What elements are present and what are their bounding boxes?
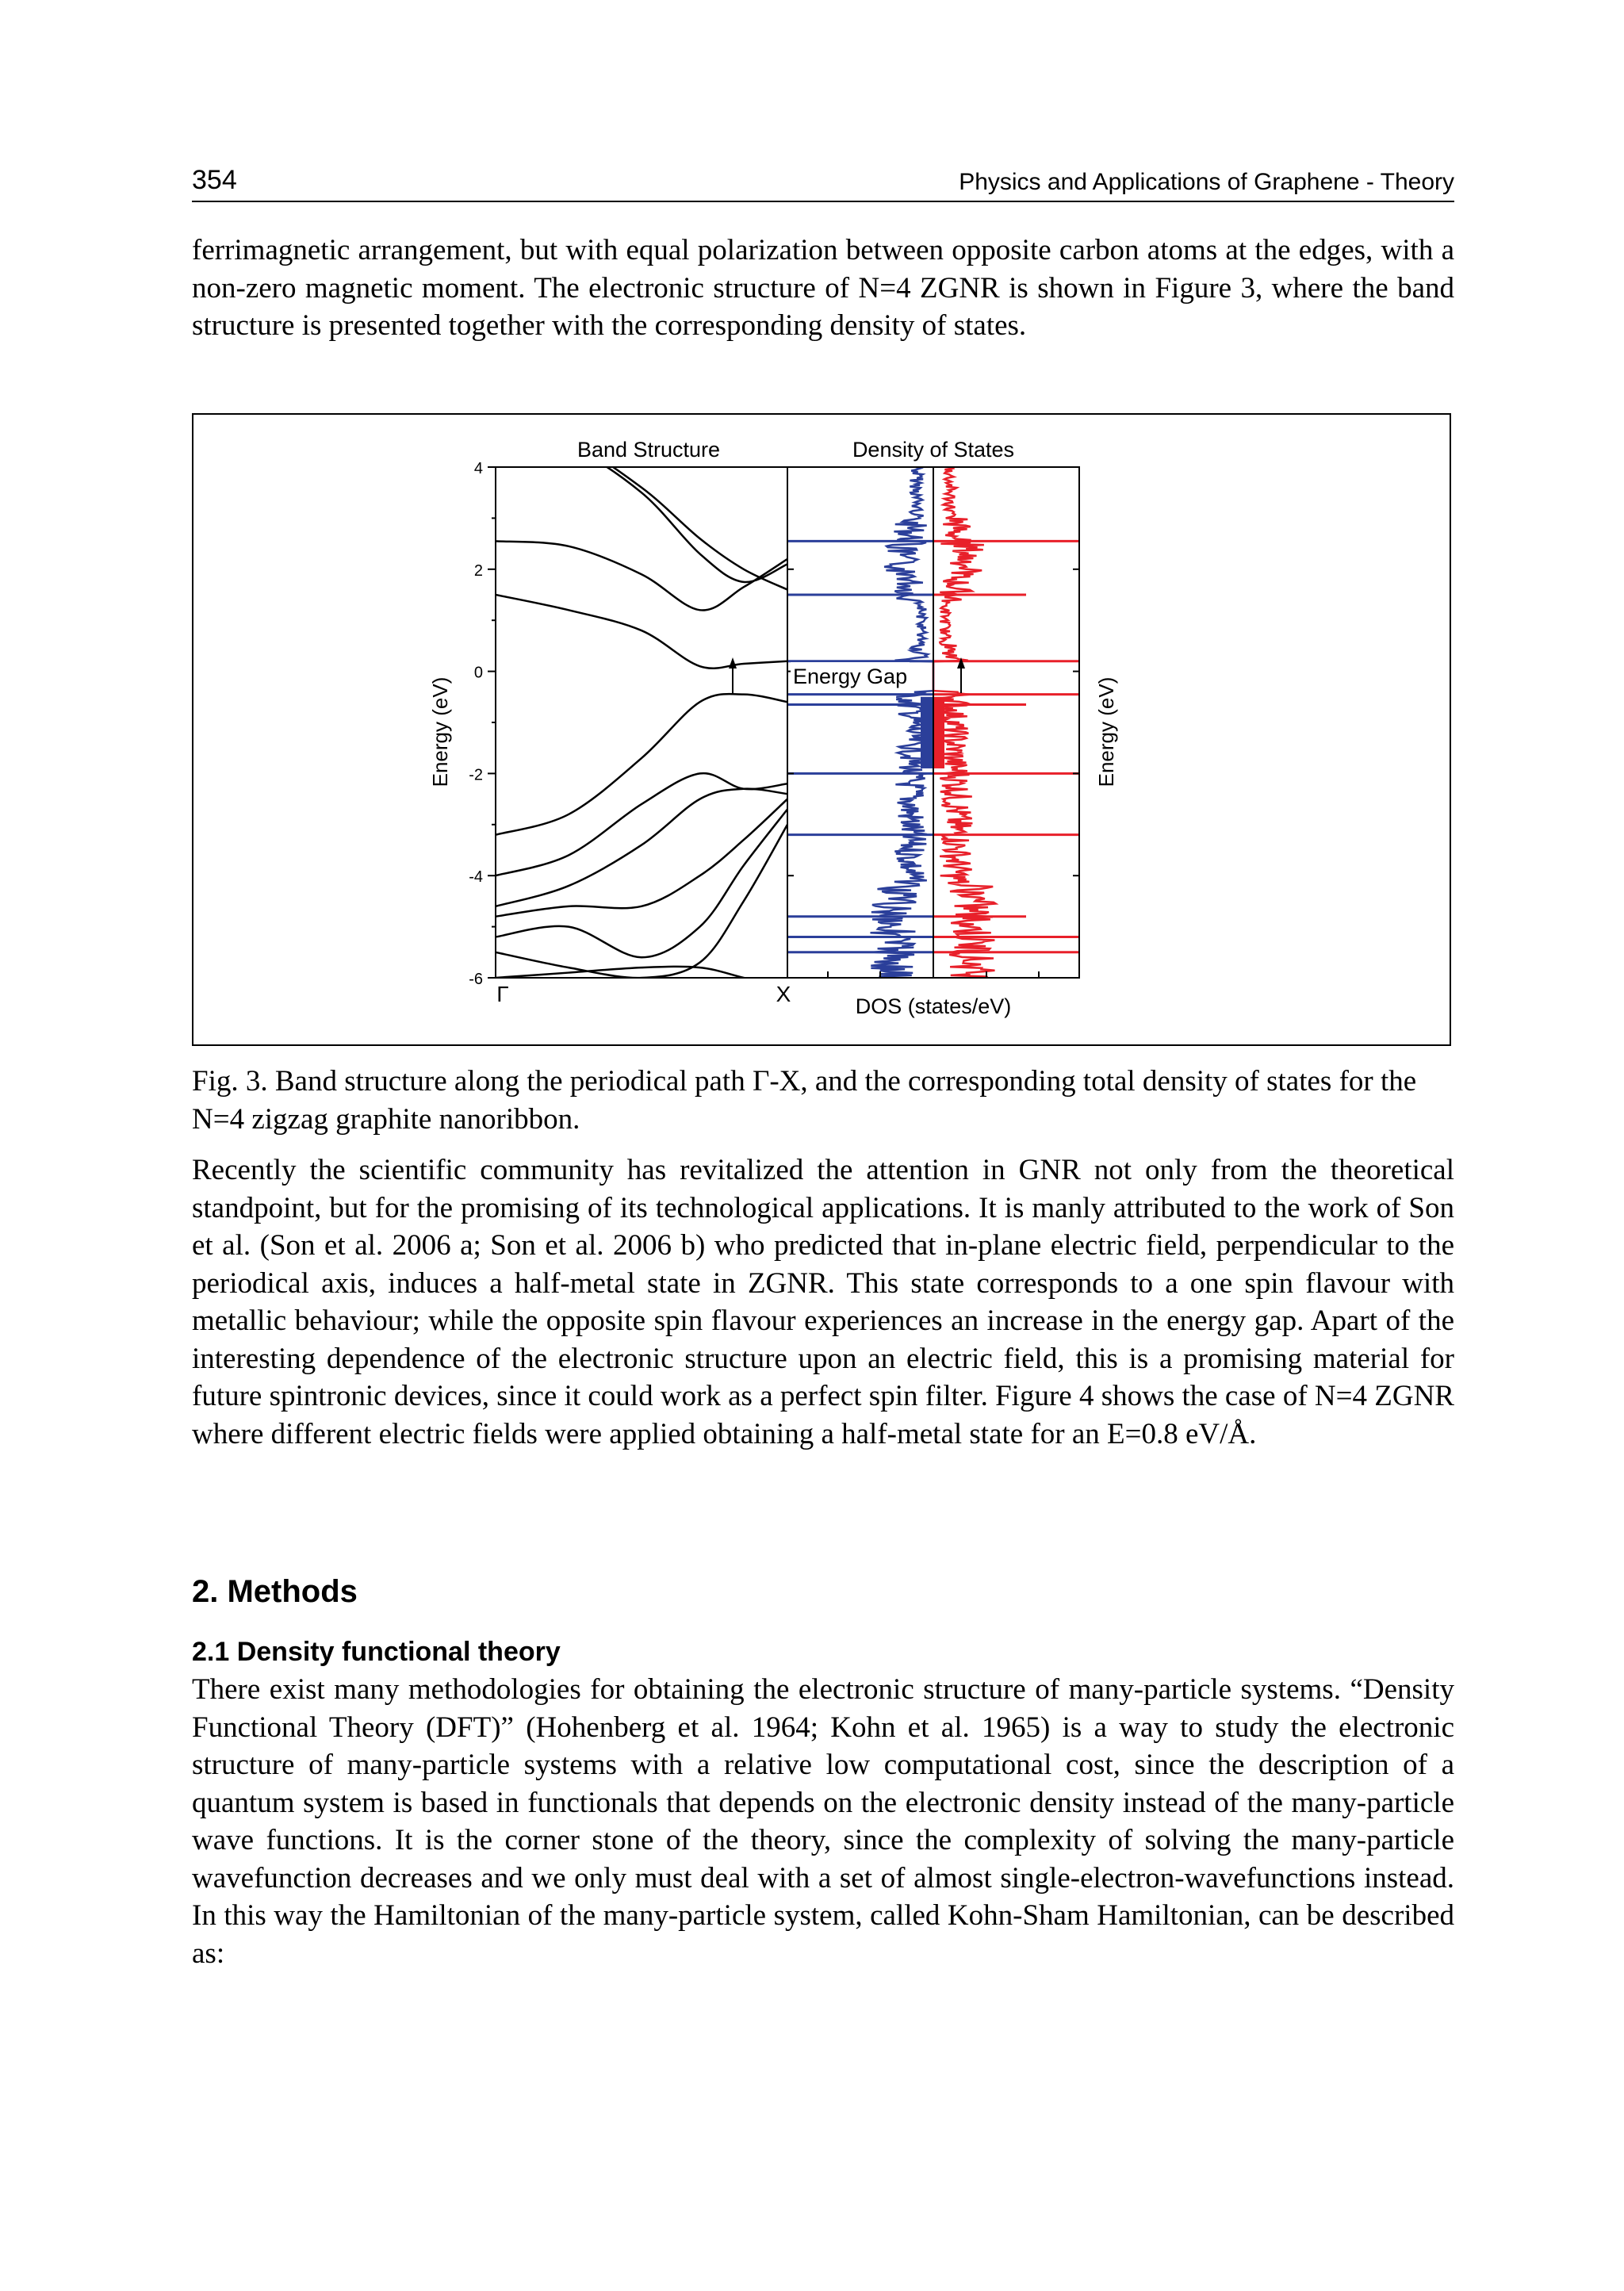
band-line	[496, 825, 787, 978]
ytick-label: 0	[473, 664, 483, 682]
dft-paragraph: There exist many methodologies for obtaining the electronic structure of many-particle systems. “Density Functional Theory (DFT)” (Hohenberg et al. 1964; Kohn et al. 1965) is a way to study the electronic structure of many-particle systems with a relative low computational cost, since the description of a quantum system is based in functionals that depends on the electronic density instead of the many-particle wave functions. It is the corner stone of the theory, since the complexity of solving the many-particle wavefunction decreases and we only must deal with a set of almost single-electron-wavefunctions instead. In this way the Hamiltonian of the many-particle system, called Kohn-Sham Hamiltonian, can be described as:	[192, 1673, 1454, 1970]
dos-title: Density of States	[852, 438, 1015, 462]
dos-spin-down-block	[933, 697, 944, 768]
recent-paragraph: Recently the scientific community has revitalized the attention in GNR not only from the theoretical standpoint, but for the promising of its technological applications. It is manly attributed to the work of Son et al. (Son et al. 2006 a; Son et al. 2006 b) who predicted that in-plane electric field, perpendicular to the periodical axis, induces a half-metal state in ZGNR. This state corresponds to a one spin flavour with metallic behaviour; while the opposite spin flavour experiences an increase in the energy gap. Apart of the interesting dependence of the electronic structure upon an electric field, this is a promising material for future spintronic devices, since it could work as a perfect spin filter. Figure 4 shows the case of N=4 ZGNR where different electric fields were applied obtaining a half-metal state for an E=0.8 eV/Å.	[192, 1154, 1454, 1450]
ytick-label: 4	[473, 460, 483, 477]
band-line	[496, 595, 787, 669]
dos-spin-up-block	[921, 697, 933, 768]
intro-paragraph: ferrimagnetic arrangement, but with equal polarization between opposite carbon atoms at the edges, with a non-zero magnetic moment. The electronic structure of N=4 ZGNR is shown in Figure 3, where the band structure is presented together with the corresponding density of states.	[192, 234, 1454, 342]
ytick-label: -4	[469, 868, 483, 887]
band-line	[496, 809, 787, 957]
dft-heading: 2.1 Density functional theory	[192, 1637, 561, 1667]
band-ylabel: Energy (eV)	[428, 676, 452, 787]
band-line	[496, 789, 787, 906]
dos-ylabel: Energy (eV)	[1094, 676, 1118, 787]
ytick-label: 2	[473, 561, 483, 580]
band-structure-dos-figure	[193, 415, 1453, 1048]
page-number: 354	[192, 165, 237, 195]
band-structure-title: Band Structure	[576, 438, 721, 462]
x-tick-label: X	[776, 982, 791, 1006]
dos-xlabel: DOS (states/eV)	[855, 994, 1012, 1018]
band-line	[496, 541, 787, 610]
figure-caption: Fig. 3. Band structure along the periodical path Γ-X, and the corresponding total density of states for the N=4 zigzag graphite nanoribbon.	[192, 1065, 1417, 1136]
band-line	[496, 694, 787, 835]
ytick-label: -6	[469, 971, 483, 988]
band-gap-arrow-head	[729, 657, 737, 669]
band-line	[496, 799, 787, 917]
gamma-tick-label: Γ	[496, 982, 509, 1006]
page-header	[192, 163, 1454, 202]
methods-heading: 2. Methods	[192, 1574, 358, 1609]
energy-gap-label: Energy Gap	[793, 665, 908, 688]
ytick-label: -2	[469, 766, 483, 784]
running-title: Physics and Applications of Graphene - Theory	[959, 169, 1454, 195]
figure-3	[192, 413, 1451, 1046]
